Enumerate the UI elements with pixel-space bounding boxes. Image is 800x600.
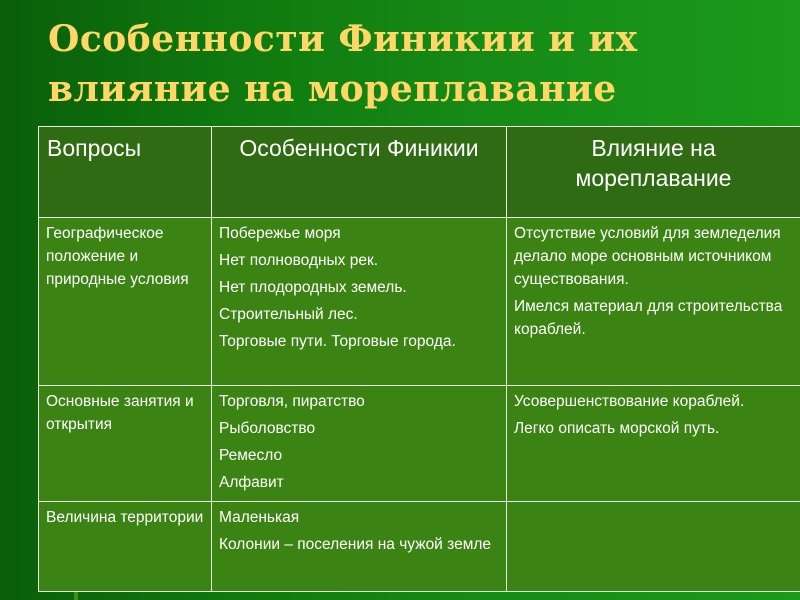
feature-item: Колонии – поселения на чужой земле: [219, 536, 492, 553]
influence-cell-empty: [507, 502, 800, 592]
question-cell: Величина территории: [39, 502, 212, 592]
question-cell: Основные занятия и открытия: [39, 386, 212, 502]
table-row: [39, 386, 800, 502]
feature-item: Ремесло: [219, 447, 283, 464]
feature-item: Нет плодородных земель.: [219, 279, 407, 296]
title-line-1: Особенности Финикии и их: [48, 18, 638, 60]
features-cell: [212, 218, 507, 386]
feature-item: Торговля, пиратство: [219, 393, 365, 410]
feature-item: Маленькая: [219, 509, 300, 526]
page-title: [48, 14, 638, 114]
features-cell: [212, 386, 507, 502]
influence-item: Легко описать морской путь.: [514, 420, 720, 437]
table-header-row: [39, 127, 800, 218]
header-influence: Влияние на мореплавание: [507, 127, 800, 218]
influence-item: Имелся материал для строительства кораблей.: [514, 298, 783, 338]
header-questions: Вопросы: [39, 127, 212, 218]
feature-item: Торговые пути. Торговые города.: [219, 333, 456, 350]
feature-item: Алфавит: [219, 474, 284, 491]
influence-cell: [507, 218, 800, 386]
features-cell: [212, 502, 507, 592]
comparison-table: [38, 126, 800, 592]
feature-item: Нет полноводных рек.: [219, 252, 379, 269]
feature-item: Строительный лес.: [219, 306, 358, 323]
influence-item: Отсутствие условий для земледелия делало море основным источником существования.: [514, 225, 781, 288]
feature-item: Побережье моря: [219, 225, 341, 242]
feature-item: Рыболовство: [219, 420, 316, 437]
influence-cell: [507, 386, 800, 502]
table-row: [39, 218, 800, 386]
title-line-2: влияние на мореплавание: [48, 68, 617, 110]
question-cell: Географическое положение и природные условия: [39, 218, 212, 386]
table-row: [39, 502, 800, 592]
influence-item: Усовершенствование кораблей.: [514, 393, 745, 410]
header-features: Особенности Финикии: [212, 127, 507, 218]
